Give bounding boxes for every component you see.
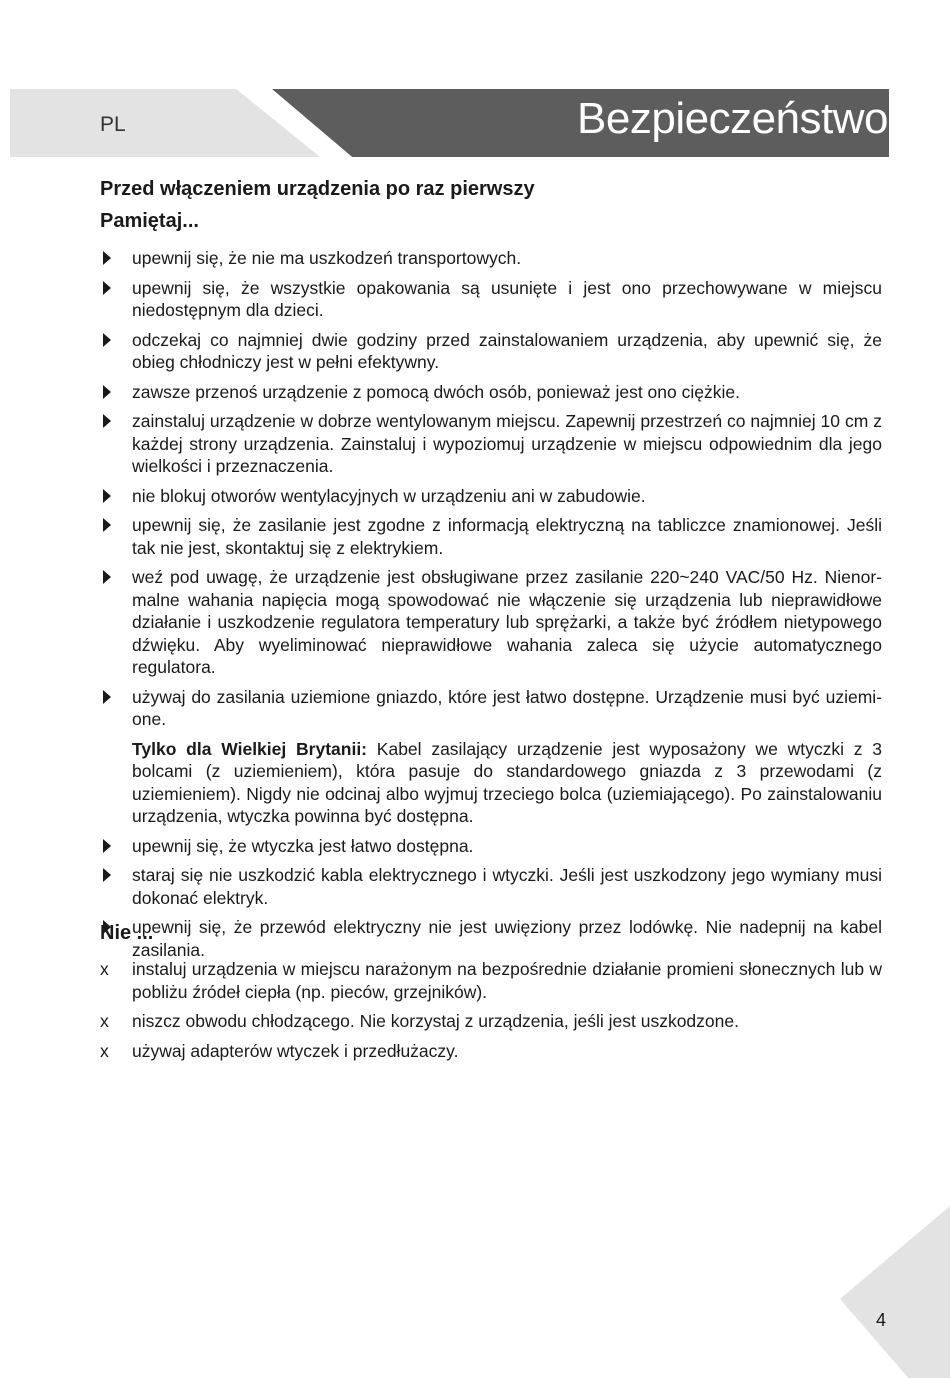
triangle-bullet-icon xyxy=(103,281,111,295)
list-item: upewnij się, że nie ma uszkodzeń transportowych. xyxy=(100,247,882,270)
triangle-bullet-icon xyxy=(103,518,111,532)
list-item: upewnij się, że wszystkie opakowania są usunięte i jest ono przechowywane w miejscu niedostępnym dla dzieci. xyxy=(100,277,882,322)
uk-note-label: Tylko dla Wielkiej Brytanii: xyxy=(132,738,368,759)
triangle-bullet-icon xyxy=(103,868,111,882)
triangle-bullet-icon xyxy=(103,333,111,347)
list-item: staraj się nie uszkodzić kabla elektrycznego i wtyczki. Jeśli jest uszkodzony jego wymiany musi dokonać elektryk. xyxy=(100,864,882,909)
triangle-bullet-icon xyxy=(103,570,111,584)
section-subheading-remember: Pamiętaj... xyxy=(100,210,199,232)
list-item: x używaj adapterów wtyczek i przedłużaczy. xyxy=(100,1040,459,1061)
list-item: x niszcz obwodu chłodzącego. Nie korzystaj z urządzenia, jeśli jest uszkodzone. xyxy=(100,1011,739,1031)
triangle-bullet-icon xyxy=(103,414,111,428)
uk-note-text: Kabel zasilający urządzenie jest wyposażony we wtyczki z 3 bolcami (z uziemieniem), która pasuje do standardowego gniazda z 3 przewodami (z uziemieniem). Nigdy nie odcinaj albo wyjmuj trzeciego bolca (uziemiającego). Po zainstalowaniu urządzenia, wtyczka powinna być dostępna. xyxy=(132,738,882,826)
list-item: zainstaluj urządzenie w dobrze wentylowanym miejscu. Zapewnij przestrzeń co najmniej 10 cm z każdej strony urządzenia. Zainstaluj i wypoziomuj urządzenie w miejscu odpowiednim dla jego wielkości i przeznaczenia. xyxy=(100,410,882,478)
uk-note xyxy=(100,738,882,828)
language-code: PL xyxy=(100,113,126,136)
x-bullet-icon: x xyxy=(100,1040,109,1061)
x-bullet-icon: x xyxy=(100,1011,109,1031)
page-number: 4 xyxy=(876,1310,887,1330)
triangle-bullet-icon xyxy=(103,489,111,503)
list-item: x instaluj urządzenia w miejscu narażonym na bezpośrednie działanie promieni słonecznych lub w pobliżu źródeł ciepła (np. pieców, grzejników). xyxy=(100,959,882,1002)
triangle-bullet-icon xyxy=(103,839,111,853)
list-item: upewnij się, że przewód elektryczny nie jest uwięziony przez lodówkę. Nie nadepnij na kabel zasilania. xyxy=(100,916,882,961)
list-item: odczekaj co najmniej dwie godziny przed zainstalowaniem urządzenia, aby upewnić się, że obieg chłodniczy jest w pełni efektywny. xyxy=(100,329,882,374)
section-heading-dont: Nie ... xyxy=(100,922,154,944)
dont-list xyxy=(100,958,882,1069)
list-item: upewnij się, że wtyczka jest łatwo dostępna. xyxy=(100,835,882,858)
triangle-bullet-icon xyxy=(103,690,111,704)
header-tab-light xyxy=(10,89,320,157)
section-heading-first-use: Przed włączeniem urządzenia po raz pierwszy xyxy=(100,178,535,200)
remember-list xyxy=(100,247,882,968)
triangle-bullet-icon xyxy=(103,251,111,265)
page-title: Bezpieczeństwo xyxy=(577,94,888,143)
x-bullet-icon: x xyxy=(100,959,109,979)
triangle-bullet-icon xyxy=(103,385,111,399)
list-item: nie blokuj otworów wentylacyjnych w urządzeniu ani w zabudowie. xyxy=(100,485,882,508)
list-item: weź pod uwagę, że urządzenie jest obsługiwane przez zasilanie 220~240 VAC/50 Hz. Nienormalne wahania napięcia mogą spowodować nie włączenie się urządzenia lub nieprawidłowe działanie i uszkodzenie regulatora temperatury lub sprężarki, a także być źródłem nietypowego dźwięku. Aby wyeliminować nieprawidłowe wahania zaleca się użycie automatycznego regulatora. xyxy=(100,566,882,679)
list-item: upewnij się, że zasilanie jest zgodne z informacją elektryczną na tabliczce znamionowej. Jeśli tak nie jest, skontaktuj się z elektrykiem. xyxy=(100,514,882,559)
list-item: zawsze przenoś urządzenie z pomocą dwóch osób, ponieważ jest ono ciężkie. xyxy=(100,381,882,404)
corner-decoration xyxy=(840,1206,950,1378)
list-item: używaj do zasilania uziemione gniazdo, które jest łatwo dostępne. Urządzenie musi być uziemione. xyxy=(100,686,882,731)
